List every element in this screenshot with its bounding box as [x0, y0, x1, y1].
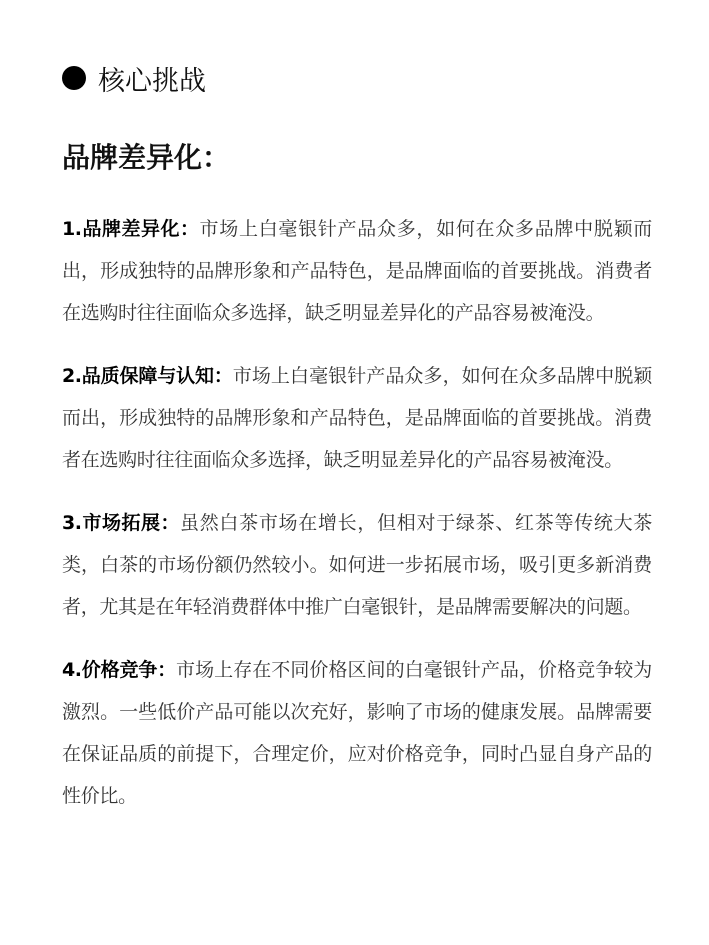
challenge-item-title: 3.市场拓展： [62, 512, 180, 534]
challenge-item-title: 1.品牌差异化： [62, 218, 200, 240]
challenge-item-body: 市场上存在不同价格区间的白毫银针产品，价格竞争较为激烈。一些低价产品可能以次充好，影响了市场的健康发展。品牌需要在保证品质的前提下，合理定价，应对价格竞争，同时凸显自身产品的性价比。 [62, 659, 652, 807]
challenge-item-body: 市场上白毫银针产品众多，如何在众多品牌中脱颖而出，形成独特的品牌形象和产品特色，是品牌面临的首要挑战。消费者在选购时往往面临众多选择，缺乏明显差异化的产品容易被淹没。 [62, 365, 652, 471]
section-heading [62, 58, 206, 98]
challenge-item [62, 355, 652, 481]
challenge-list [62, 208, 652, 838]
challenge-item-title: 2.品质保障与认知： [62, 365, 233, 387]
sub-heading: 品牌差异化： [62, 141, 231, 174]
challenge-item-title: 4.价格竞争： [62, 659, 177, 681]
challenge-item [62, 208, 652, 334]
challenge-item-body: 市场上白毫银针产品众多，如何在众多品牌中脱颖而出，形成独特的品牌形象和产品特色，是品牌面临的首要挑战。消费者在选购时往往面临众多选择，缺乏明显差异化的产品容易被淹没。 [62, 218, 652, 324]
section-title: 核心挑战 [98, 65, 206, 97]
challenge-item [62, 649, 652, 817]
challenge-item [62, 502, 652, 628]
bullet-dot-icon [62, 66, 86, 90]
challenge-item-body: 虽然白茶市场在增长，但相对于绿茶、红茶等传统大茶类，白茶的市场份额仍然较小。如何进一步拓展市场，吸引更多新消费者，尤其是在年轻消费群体中推广白毫银针，是品牌需要解决的问题。 [62, 512, 652, 618]
